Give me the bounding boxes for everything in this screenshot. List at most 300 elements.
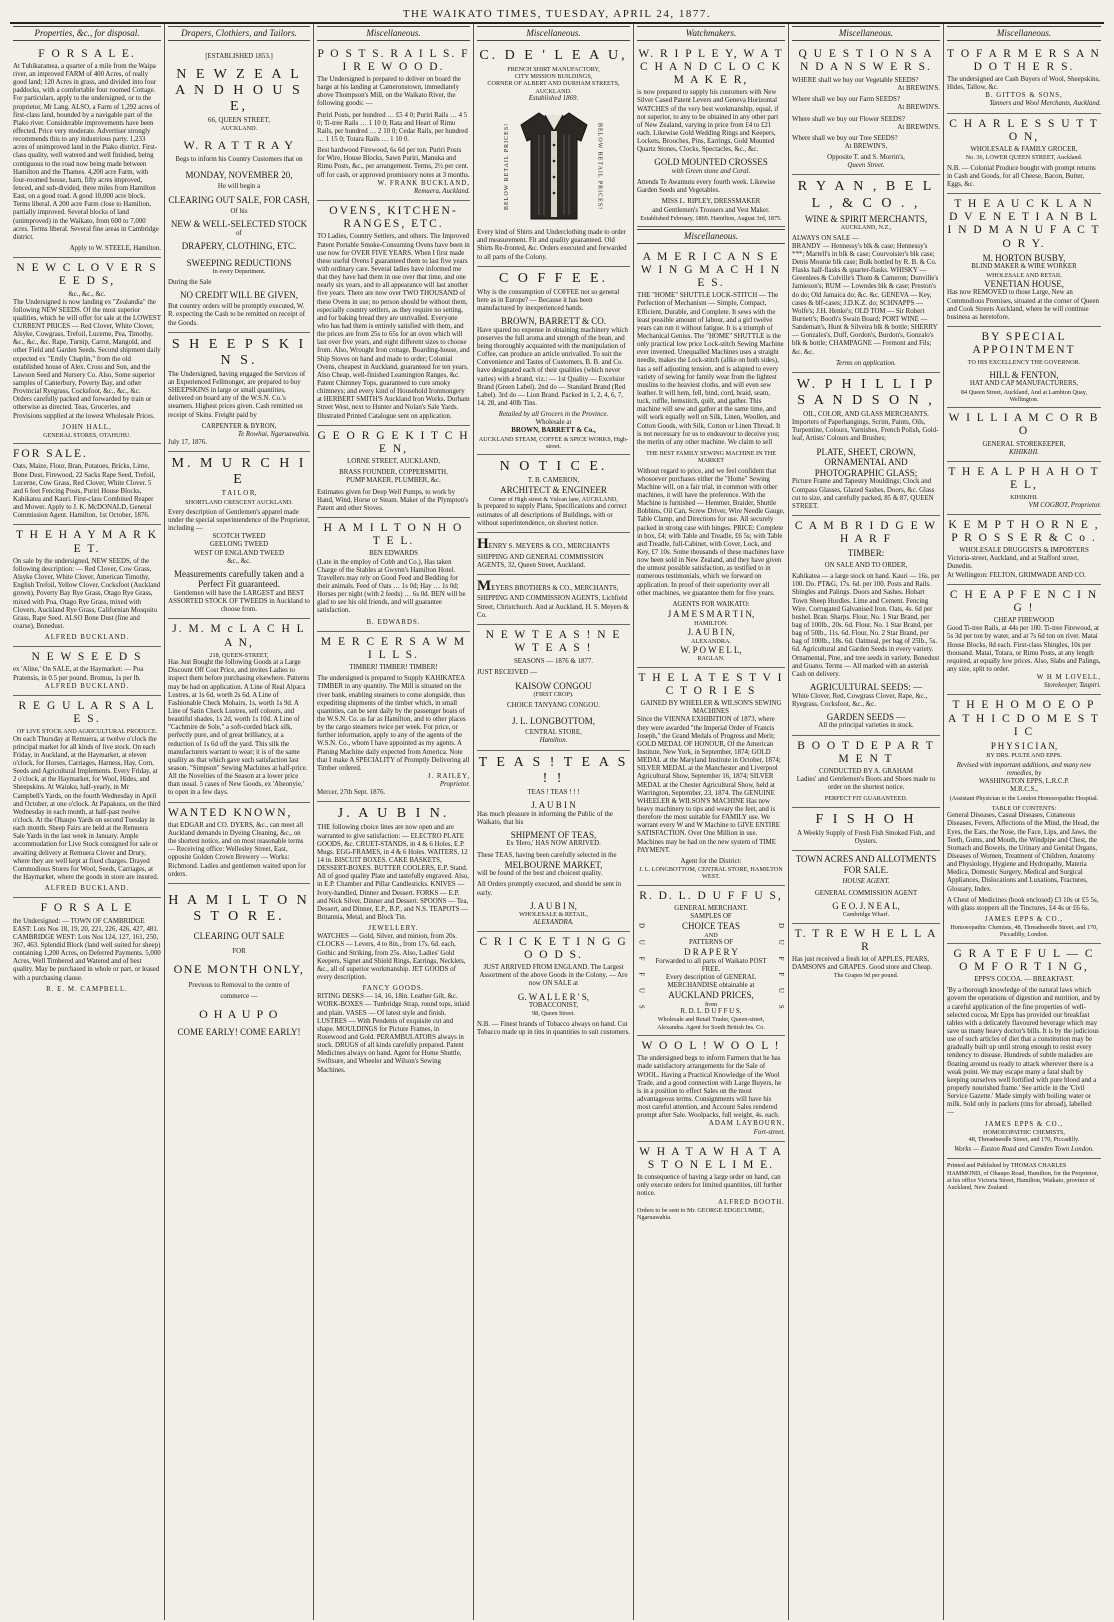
qa-answer: At BREWIN'S.	[897, 123, 940, 131]
ad-title: T O F A R M E R S A N D O T H E R S.	[947, 47, 1101, 73]
column-header: Watchmakers.	[637, 26, 785, 41]
column-3	[314, 24, 474, 1620]
ad-meyers-brothers	[477, 575, 630, 625]
ad-title: K E M P T H O R N E , P R O S S E R & C o .	[948, 518, 1100, 544]
ad-text: BRANDY — Hennessy's blk & case; Hennessy's ***; Martell's in blk & case; Courvoisier's blk case; Denis Mounie blk case; Bulk bottled by R. B. & Co. Flasks half-flasks & quarter-flasks. WHISKY — Greenlees & Colville's Thom & Cameron; Dunville's Jamieson's; RUM — Lowndes blk & case; Preston's do do; Old Jamaica do; &c. &c. GENEVA — Key, cases & blf-cases; J.D.K.Z. do; SCHNAPPS — Wolfe's; J.H. Henke's; OLD TOM — Sir Robert Burnett's; Booth's Swain Board; PORT WINE — Sandeman's, Hunt & Silveira blk & bottle; SHERRY — Gonzales's, Duff, Gordon's, Burdon's, Gonzalo's blk & bottle; CHAMPAGNE — Fremont and Fils; &c. &c.	[792, 242, 939, 356]
ad-line: THE BEST FAMILY SEWING MACHINE IN THE MARKET	[645, 449, 777, 465]
ad-line: (Assistant Physician to the London Homoeopathic Hospital.	[949, 794, 1099, 802]
ad-text: Has now REMOVED to those Large, New an Commodious Premises, situated at the corner of Queen and Cook Streets Auckland, where he will continue business as heretofore.	[947, 289, 1099, 321]
ad-line: VM COGBOT, Proprietor.	[1028, 501, 1101, 509]
ad-signature: ALFRED BUCKLAND.	[44, 682, 130, 690]
column-5	[634, 24, 789, 1620]
ad-text: The undersigned is prepared to Supply KAHIKATEA TIMBER in any quantity. The Mill is situated on the river bank, enabling steamers to come alongside, thus expediting shipments of the timber which, in small quantities, can be sent daily by the passenger boats of the W.S.N. Co. as far as Hamilton, and to other places by the cargo steamers twice per week. For price, or further information, apply to any of the agents of the W.S.N. Co., whom I have appointed as my agents. A Planing Machine daily expected from America. Note that I make A SPECIALITY of Promptly Delivering all Timber ordered.	[317, 675, 470, 772]
ad-title: BY SPECIAL APPOINTMENT	[972, 331, 1076, 357]
column-header: Miscellaneous.	[947, 26, 1101, 41]
qa-answer: At BREWIN'S,	[844, 143, 888, 151]
ad-line: D R A P E R Y	[684, 947, 738, 958]
ad-subtitle: T A I L O R,	[221, 490, 257, 498]
ad-line: COME EARLY! COME EARLY!	[177, 1027, 301, 1038]
ad-sheepskins	[168, 333, 310, 452]
ad-title: C R I C K E T I N G G O O D S.	[479, 935, 628, 961]
ad-line: BLIND MAKER & WIRE WORKER	[971, 263, 1077, 271]
ad-line: TOBACCONIST,	[528, 1002, 579, 1010]
ad-text: Has Just Bought the following Goods at a Large Discount Off Cost Price, and invites Ladies to inspect them before purchasing elsewhere. Patterns may be had on application. A Line of Real Alpaca Lustres, at 1s 6d, worth 2s 6d. A Line of Fashionable Check Mohairs, 1s, worth 1s 9d. A Line of Satin Check Lustres, self colours, and beautiful shades, 1s 2d, worth 1s 10d. A Line of "Cachmire de Sole," a soft-corded black silk, perfectly pure, and of great brilliancy, at a reduction of 1s 6d off the yard. This silk the manufacturers warrant to wear; it is of the same quality as that which gave such satisfaction last season. "Simpson" Sewing Machines at half-price. All the Novelties of the Season at a lower price than usual. 5 cases of New Goods, ex 'Abeonyie,' to open in a few days.	[168, 659, 310, 797]
ad-text: RITING DESKS — 14, 16, 18in. Leather Gilt, &c. WORK-BOXES — Tunbridge Strap, round tops, inlaid and plain. VASES — Of latest style and finish. LUSTRES — With Pendents of exquisite cut and shape. MOULDINGS for Picture Frames, in Rosewood and Gold. PERAMBULATORS always in stock. DRUGS of all kinds carefully prepared. Patent Medicines always on hand. Agent for Home Shuttle, Swiftsure, and Wheeler and Wilson's Sewing Machines.	[317, 993, 470, 1074]
section-header: Miscellaneous.	[637, 229, 785, 244]
ad-subtitle: CHEAP FIREWOOD	[993, 617, 1055, 625]
ad-agent: J A M E S M A R T I N,	[667, 608, 755, 619]
masthead: THE WAIKATO TIMES, TUESDAY, APRIL 24, 1877.	[10, 6, 1104, 24]
imprint-text: Printed and Published by THOMAS CHARLES HAMMOND, of Ohaupo Road, Hamilton, for the Proprietor, at his office Victoria Street, Hamilton, Waikato, province of Auckland, New Zealand.	[947, 1162, 1099, 1192]
ad-line: JUST RECEIVED —	[477, 669, 537, 677]
ad-george-kitchen	[317, 426, 470, 518]
ad-text: MEYERS BROTHERS & CO., MERCHANTS, SHIPPING AND COMMISSION AGENTS, Lichfield Street, Christchurch. And at Auckland, H. S. Meyers & Co.	[477, 577, 629, 619]
ad-text: The Undersigned is now landing ex "Zealandia" the following NEW SEEDS. Of the most superior qualities, which he will offer for sale at the LOWEST CURRENT PRICES — Red Clover, White Clover, Alsyke, Cowgrass, Trefoil, Lucerne, Pea, Timothy, &c., &c., &c. Rape, Turnip, Carrot, Mangold, and other Field and Garden Seeds. Second shipment daily expected ex "Emily Chaplin," from the old established house of Alex. Cross and Son, and the Lawson Seed and Nursery Co. Also, Some superior samples of Canterbury, Poverty Bay, and other Provincial Ryegrass, Cocksfoot, &c., &c., &c. Orders carefully packed and forwarded by train or otherwise as directed. Teas, Groceries, and Provisions supplied at the lowest Wholesale Prices.	[13, 298, 161, 420]
ad-henry-meyers	[477, 533, 630, 575]
side-caption-right: D U F F U S	[777, 922, 785, 1014]
column-header: Drapers, Clothiers, and Tailors.	[168, 26, 310, 41]
ad-proprietor: W. R A T T R A Y	[183, 138, 295, 153]
ad-subtitle: GAINED BY WHEELER & WILSON'S SEWING MACHINES	[640, 700, 782, 716]
ad-american-sewing-machines	[637, 247, 785, 668]
ad-line: AUCKLAND STEAM, COFFEE & SPICE WORKS, High-street.	[478, 435, 629, 450]
ad-duffus	[637, 886, 785, 1036]
ad-teas-aubin	[477, 751, 630, 932]
ad-text: The Undersigned is prepared to deliver on board the barge at his landing at Cameronstown, immediately above Thompson's Mill, on the Waikato River, the following goods: —	[317, 76, 461, 108]
ad-line: M.R.C.S.,	[1010, 786, 1038, 794]
ad-line: ON SALE AND TO ORDER,	[824, 562, 908, 569]
ad-homoeopathic-physician	[947, 695, 1101, 943]
ad-signature: R. E. M. CAMPBELL.	[46, 985, 128, 993]
ad-line: BY DRS. PULTE AND EPPS.	[986, 751, 1062, 759]
ad-name: T. B. CAMERON,	[527, 477, 580, 485]
ad-line: AND	[704, 931, 718, 939]
ad-line: KAISOW CONGOU	[515, 680, 592, 691]
ad-line: GARDEN SEEDS —	[826, 711, 906, 722]
ad-firm: HILL & FENTON,	[989, 369, 1059, 380]
ad-line: ALWAYS ON SALE —	[792, 234, 859, 242]
ad-subtitle: TIMBER:	[847, 548, 885, 559]
ad-agent-city: ALEXANDRA.	[690, 637, 732, 645]
qa-answer: At BREWIN'S.	[897, 85, 940, 93]
ad-text: Have spared no expense in obtaining machinery which preserves the full aroma and strength of the bean, and being thoroughly acquainted with the manipulation of Coffee, can produce an article unrivalled. To suit the Convenience and Tastes of Customers, B. B. and Co. have designated each of their qualities (which never varies) with a brand, viz.: — 1st Quality — Excelsior Brand (Green Label). 2nd do — Standard Brand (Red Label). 3rd do — Lion Brand. Packed in 1, 2, 4, 6, 7, 14, 28, and 40lb Tins.	[477, 326, 628, 408]
ad-title: N E W C L O V E R S E E D S,	[16, 262, 158, 288]
ad-title: H A M I L T O N H O T E L.	[323, 521, 464, 548]
ad-line: These TEAS, having been carefully selected in the	[477, 851, 617, 859]
ad-title: W. P H I L L I P S A N D S O N ,	[796, 376, 936, 408]
ad-signature: W H M LOVELL,	[1036, 674, 1101, 682]
ad-line: R. D. L. D U F F U S,	[680, 1008, 742, 1016]
ad-subtitle: OIL, COLOR, AND GLASS MERCHANTS.	[803, 411, 929, 418]
ad-text: Since the VIENNA EXHIBITION of 1873, where they were awarded "the Imperial Order of Francis Joseph," the Grand Medals of Progress and Merit; GOLD MEDAL OF HONOUR, Of the American Institute, New York, in September, 1874; GOLD MEDAL at the Maryland Institute in October, 1874; SILVER MEDAL at the Manchester and Liverpool Agricultural Show, September 16, 1874; SILVER MEDAL at the Chester Agricultural Show, held at Warrington, September, 23, 1874. The GENUINE WHEELER & WILSON'S MACHINE Has new heavy machinery to tips and weary the feet, and is therefore the most suitable for FAMILY use. We warrant every W and W Machine to GIVE ENTIRE SATISFACTION. Over One Million in use. Machines may be had on the new system of TIME PAYMENT.	[637, 716, 781, 854]
ad-line: PUMP MAKER, PLUMBER, &c.	[346, 477, 441, 485]
ad-line: GOLD MOUNTED CROSSES	[654, 157, 768, 168]
ad-text: Without regard to price, and we feel confident that whosoever purchases either the "Home" Sewing Machine will, on a fair trial, in common with other machines, it will have the preference. With the Machine is furnished — Hemmer, Braider, Shuttle Bobbins, Oil Can, Screw Driver, Wire Needle Gauge, Table Clamp, and Directions for use. All securely packed in strong case with hinges. PRICE: Complete in box, £4; with Table and Treadle, £6 5s; with Table and Treadle, full-Cabinet, with Cover, Lock, and Key, £7 10s. Some thousands of these machines have now been sold in New Zealand, and they have given the utmost possible satisfaction, as testified to in numerous testimonials, which we forward on application. In proof of their superiority over all other machines, we guarantee them for five years.	[637, 467, 785, 597]
ad-title: R Y A N , B E L L , & C O . ,	[797, 179, 935, 211]
ad-item: SCOTCH TWEED	[212, 533, 266, 541]
ad-title: J. A U B I N.	[337, 806, 450, 822]
ad-cambridge-wharf	[792, 516, 940, 736]
ad-line: Forwarded to all parts of Waikato POST FREE.	[655, 957, 767, 973]
imprint	[947, 1159, 1101, 1195]
ad-subtitle: OF LIVE STOCK AND AGRICULTURAL PRODUCE.	[16, 728, 158, 736]
ad-de-leau-shirts	[477, 44, 630, 267]
ad-text: Is prepared to supply Plans, Specifications and correct estimates of all descriptions of Buildings, with or without superintendence, on shortest notice.	[477, 503, 627, 527]
ad-signature-line: Proprietor.	[439, 781, 470, 789]
ad-address: Homoeopathic Chemists, 48, Threadneedle Street, and 170, Piccadilly, London.	[950, 924, 1098, 939]
ad-line: PLATE, SHEET, CROWN, ORNAMENTAL AND PHOTOGRAPHIC GLASS;	[814, 446, 918, 478]
ad-established: Established 1869.	[528, 94, 579, 102]
duffus-main	[647, 905, 775, 1031]
side-caption-left: D U F F U S	[637, 922, 646, 1014]
ad-cheap-fencing	[947, 585, 1101, 696]
ad-signature-line: Te Rowhai, Ngaruawahia.	[237, 430, 310, 438]
ad-text: In consequence of having a large order on hand, can only execute orders for limited quantities, till further notice.	[637, 1174, 783, 1198]
ad-line: (FIRST CROP).	[533, 691, 574, 699]
ad-title: TOWN ACRES AND ALLOTMENTS FOR SALE.	[795, 854, 937, 875]
column-6	[789, 24, 944, 1620]
ad-text: Kahikatea — a large stock on hand. Kauri — 16s. per 100. Do. PT&G, 17s. 6d. per 100. Posts and Rails. Shingles and Palings. Doors and Sashes. Hobart Town Sheep Hurdles. Lime and Cement. Fencing Wire. Corrugated Galvanised Iron. Oats, 4s. 6d per bushel. Bran. Sharps. Flour, No. 1 Star Brand, per bag of 100lb., 20s. 6d. Flour, No. 1 Star Brand, per bag of 50lb., 11s. 6d. Flour, No. 2 Star Brand, per bag of 100lb., 18s. 6d. Oatmeal, per bag of 25lb., 5s. 6d. Agricultural and Garden Seeds in every variety. Ornamental, Pine, and tree seeds in variety. Bonedust and Guano. Terms — All marked with an asterisk Cash on delivery.	[792, 573, 940, 678]
ad-established: [ESTABLISHED 1853.]	[205, 52, 273, 60]
ad-questions-answers	[792, 44, 940, 176]
ad-text: The Undersigned, having engaged the Services of an Experienced Fellmonger, are prepared to buy SHEEPSKINS in large or small quantities, delivered on board any of the W.S.N. Co.'s steamers. Highest prices given. Cash remitted on receipt of Skins. Freight paid by	[168, 370, 306, 419]
ad-title: W O O L ! W O O L !	[641, 1040, 781, 1053]
ad-text: Good Ti-tree Rails, at 44s per 100. Ti-tree Firewood, at 5s 3d per ton by water, and at 7s 6d ton on river. Matai House Blocks, 8d each. First-class Shingles, 10s per thousand. Matai, Totara, or Rimu Posts, at any length required, at equally low prices. Also, Slabs and Palings, any size, split to order.	[947, 625, 1101, 674]
ad-line: DRAPERY, CLOTHING, ETC.	[181, 241, 297, 252]
column-header: Miscellaneous.	[792, 26, 940, 41]
column-header: Miscellaneous.	[477, 26, 630, 41]
ad-subtitle: TEAS ! TEAS ! ! !	[527, 788, 580, 796]
ad-line: All Orders promptly executed, and should be sent in early.	[477, 881, 622, 897]
ad-firm: JAMES EPPS & CO.,	[984, 915, 1064, 923]
ad-line: FOR	[232, 947, 246, 955]
ad-line: Terms on application.	[835, 359, 897, 367]
ad-title: C H A R L E S S U T T O N,	[949, 117, 1099, 143]
ad-signature: ALFRED BOOTH.	[718, 1198, 785, 1206]
ad-text: Orders to be sent to Mr. GEORGE EDGECUMBE, Ngaruawahia.	[637, 1206, 765, 1221]
ad-line: AUCKLAND PRICES,	[668, 990, 754, 1001]
ad-line: Established February, 1869. Hamilton, August 3rd, 1875.	[640, 214, 782, 222]
ad-murchie-tailor	[168, 452, 310, 619]
ad-title: R E G U L A R S A L E S.	[18, 699, 156, 726]
ad-title: FOR SALE.	[13, 448, 88, 461]
ad-subtitle: WINE & SPIRIT MERCHANTS,	[804, 213, 928, 224]
ad-address: 84 Queen Street, Auckland, And at Lambton Quay, Wellington.	[960, 388, 1088, 403]
ad-subtitle: TO HIS EXCELLENCY THE GOVERNOR.	[967, 359, 1081, 367]
ad-signature-line: Remuera, Auckland.	[414, 187, 470, 195]
ad-hill-fenton	[947, 327, 1101, 408]
ad-text: Has much pleasure in informing the Public of the Waikato, that his	[477, 810, 613, 826]
ad-city: AUCKLAND, N.Z.,	[840, 224, 892, 232]
ad-text: Gentlemen will have the LARGEST and BEST ASSORTED STOCK OF TWEEDS in Auckland to choose from.	[168, 590, 310, 614]
ad-firm: BROWN, BARRETT & CO.	[500, 316, 607, 327]
ad-name: J. A U B I N,	[530, 900, 577, 911]
ad-address: No. 36, LOWER QUEEN STREET, Auckland.	[965, 154, 1083, 162]
ad-title: T H E A L P H A H O T E L,	[948, 465, 1100, 492]
ad-line: PERFECT FIT GUARANTEED.	[824, 795, 908, 803]
ad-line: CITY MISSION BUILDINGS,	[514, 73, 593, 81]
ad-section: JEWELLERY.	[368, 925, 419, 933]
ad-text: The undersigned begs to inform Farmers that he has made satisfactory arrangements for the Sale of WOOL. Having a Practical Knowledge of the Wool Trade, and a good connection with Large Buyers, he is in a position to effect Sales on the most advantageous terms. Consignments will have his most careful attention, and Account Sales rendered prompt after Sale. Woolpacks, full weight, 4s. each.	[637, 1055, 782, 1120]
ad-charles-sutton	[947, 114, 1101, 194]
ad-line: of	[236, 229, 242, 237]
ad-epps-cocoa	[947, 944, 1101, 1160]
shirt-illustration	[515, 107, 593, 225]
ad-line: ONE MONTH ONLY,	[173, 961, 305, 976]
ad-notice-cameron	[477, 455, 630, 533]
ad-address: 98, Queen Street.	[532, 1010, 575, 1018]
ad-line: MELBOURNE MARKET,	[504, 859, 603, 870]
ad-text: THE "HOME" SHUTTLE LOCK-STITCH — The Perfection of Mechanism — Simple, Compact, Efficient, Durable, and Complete. It sews with the least possible amount of labour, and a girl twelve years can run it without fatigue. It is a triumph of Mechanical Genius. The "HOME" SHUTTLE is the only practical low price Lock-stitch Sewing Machine ever invented. Unequalled Machines uses a straight needle, makes the Lock-stitch (alike on both sides), has a self adjusting tension, and is adapted to every variety of sewing for family wear from the lightest muslins to the heaviest cloths, and will even sew leather. It will hem, fell, bind, cord, braid, seam, tuck, ruffle, hemstitch, quilt, and gather. This machine will sew and gather at the same time, and will work equally well on Silk, Linen, Woollen, and Cotton Goods, with Silk, Cotton or Linen Thread. It is not necessary for us to endeavour to deceive you; the merits of any other machine. We claim to sell	[637, 292, 784, 446]
ad-line: He will begin a	[217, 183, 261, 191]
ad-title: T H E L A T E S T V I C T O R I E S	[638, 671, 784, 697]
ad-line: WHOLESALE & RETAIL,	[519, 911, 588, 919]
ad-posts-rails-firewood	[317, 44, 470, 201]
ad-line: NO CREDIT WILL BE GIVEN,	[179, 289, 299, 300]
ad-subtitle: WHOLESALE & FAMILY GROCER,	[970, 146, 1078, 154]
column-1	[10, 24, 165, 1620]
ad-city: KIHIKIHI.	[1008, 448, 1040, 456]
ad-signature: JOHN HALL,	[62, 423, 112, 431]
ad-text: The undersigned are Cash Buyers of Wool, Sheepskins, Hides, Tallow, &c.	[947, 76, 1100, 92]
ad-title: F I S H O H	[815, 811, 917, 827]
ad-text: that EDGAR and CO. DYERS, &c., can meet all Auckland demands in Dyeing Cleaning, &c., on the shortest notice, and on most reasonable terms — Receiving office: Wellesley Street, East, opposite Golden Crown Brewery — Works: Richmond. Ladies and gentlemen waited upon for orders.	[168, 821, 306, 878]
ad-price-list: Puriri Posts, per hundred … £5 4 0; Puriri Rails … 4 5 0; Ti-tree Rails … 1 10 0; Rata and Heart of Rimu Rails, per hundred … 2 10 0; Cedar Rails, per hundred … 1 15 0; Totara Rails … 1 10 0.	[317, 111, 468, 144]
ad-line: In every Department.	[212, 268, 266, 276]
ad-line: MISS L. RIPLEY, DRESSMAKER	[661, 198, 761, 206]
ad-item: WEST OF ENGLAND TWEED	[194, 549, 284, 557]
ad-text: the Undersigned: — TOWN OF CAMBRIDGE EAST: Lots Nos 18, 19, 20, 221, 226, 426, 427, 481. CAMBRIDGE WEST: Lots Nos 124, 127, 161, 250, 367, 463. Splendid Block (land well suited for sheep) containing 1,200 Acres, on Deferred Payments. 5,000 Acres, Well Timbered and Watered and of best quality. May be purchased in whole or part, or leased with a purchasing clause.	[13, 917, 161, 982]
ad-line: with Green stone and Coral.	[671, 168, 751, 175]
column-2	[165, 24, 314, 1620]
ad-ovens-kitchen-ranges	[317, 201, 470, 426]
ad-william-corbo	[947, 408, 1101, 462]
ad-text: Ladies' and Gentlemen's Boots and Shoes made to order on the shortest notice.	[796, 776, 936, 792]
ad-title: B O O T D E P A R T M E N T	[797, 739, 935, 765]
ad-kempthorne-prosser	[947, 515, 1101, 585]
ad-line: Works — Euston Road and Camden Town London.	[954, 1146, 1094, 1154]
ad-line: CORNER OF ALBERT AND DURHAM STREETS,	[487, 80, 620, 88]
ad-signature: B. EDWARDS.	[366, 618, 421, 626]
ad-line: WASHINGTON EPPS, L.R.C.P.	[978, 778, 1070, 786]
ad-clover-seeds	[13, 258, 161, 444]
ad-text: A Weekly Supply of Fresh Fish Smoked Fish, and Oysters.	[797, 829, 935, 846]
ad-address: LORNE STREET, AUCKLAND,	[347, 458, 440, 466]
ad-city: AUCKLAND.	[535, 87, 572, 95]
ad-haymarket	[13, 525, 161, 647]
ad-title: M. M U R C H I E	[171, 456, 307, 488]
ad-city: Cambridge Wharf.	[842, 911, 890, 919]
ad-agent: J. A U B I N,	[687, 626, 735, 637]
ad-new-seeds	[13, 647, 161, 696]
ad-line: CLEARING OUT SALE	[193, 930, 285, 941]
ad-text: Estimates given for Deep Well Pumps, to work by Hand, Wind, Horse or Steam. Maker of the Plympton's Patent and other Stoves.	[317, 488, 469, 512]
ad-text: WATCHES — Gold, Silver, and minion, from 20s. CLOCKS — Levers, 4 to 8in., from 17s. 6d. each, Gothic and Striking, from 25s. Also, Ladies' Gold Keepers, Signet and Shield Rings, Earrings, Necklets, &c., all of superior workmanship. JET GOODS of every description.	[317, 933, 466, 981]
ad-line: GENERAL COMMISSION AGENT	[814, 889, 918, 897]
ad-text: ex 'Aline,' On SALE, at the Haymarket: — Poa Pratensis, in 0.5 per pound. Bromus, 1s per lb.	[13, 666, 144, 682]
ad-whata-whata-lime	[637, 1142, 785, 1226]
ad-address: 48, Threadneedle Street, and 170, Piccadilly.	[968, 1135, 1080, 1143]
ad-hamilton-store	[168, 884, 310, 1042]
ad-ripley-watchmaker	[637, 44, 785, 227]
ad-line: Queen Street.	[847, 162, 885, 170]
ad-title: T E A S ! T E A S ! !	[478, 754, 629, 786]
ad-title: G R A T E F U L — C O M F O R T I N G,	[953, 947, 1095, 973]
ad-oats-for-sale	[13, 444, 161, 525]
ad-hamilton-hotel	[317, 518, 470, 632]
ad-line: WHOLESALE AND RETAIL	[986, 271, 1062, 279]
ad-signature-line: Tanners and Wool Merchants, Auckland.	[989, 100, 1101, 108]
ad-title: W H A T A W H A T A S T O N E L I M E.	[639, 1145, 783, 1171]
ad-text: On each Thursday at Remuera, at twelve o'clock the principal market for all kinds of live stock. On each Friday, in Auckland, at the Haymarket, at eleven o'clock, for Horses, Carriages, Harness, Hay, Corn, Seeds and Agricultural Implements. Every Friday, at 2 o'clock, at the Haymarket, for Wool, Hides, and Sheepskins. At Waiuku, half-yearly, in Mr Campbell's Yards, on the fourth Wednesday in April and October, at one o'clock. At Papakura, on the third Wednesday in each month, at half-past twelve o'clock. At the Ohaupo Yards on second Tuesday in each month. Sheep Fairs are held at the Remuera Sale Yards in the last week in January. Ample accommodation for Live Stock consigned for sale or awaiting delivery at Remuera Clover and Drury, where they are well kept at fixed charges. Drayed Commodious Stores for Wool, Seeds, Carriages, at the Haymarket, where the goods in store are insured.	[13, 735, 161, 882]
column-7	[944, 24, 1104, 1620]
ad-text: Every kind of Shirts and Underclothing made to order and measurement. Fit and quality guaranteed. Old Shirts Re-fronted, &c. Orders executed and forwarded to all parts of the Colony.	[477, 229, 627, 261]
ad-name: J. L. LONGBOTTOM,	[511, 715, 596, 726]
ad-text: A Chest of Medicines (book enclosed) £3 10s or £5 5s, with glass stoppers all the Tinctures, £4 4s or £6 6s.	[947, 896, 1099, 912]
ad-line: Opposite T. and S. Morrin's,	[827, 154, 905, 162]
ad-city: ALEXANDRA.	[533, 918, 574, 926]
ad-signature: ALFRED BUCKLAND.	[44, 634, 130, 642]
ad-address: 66, QUEEN STREET,	[208, 117, 270, 125]
ad-agent-city: RAGLAN.	[697, 655, 725, 663]
ad-line: CLEARING OUT SALE, FOR CASH,	[168, 194, 310, 205]
ad-line: Measurements carefully taken and a Perfect Fit guaranteed.	[174, 568, 304, 590]
ad-wool	[637, 1036, 785, 1142]
ad-line: The Grapes 9d per pound.	[833, 972, 899, 980]
ad-subtitle: &c., &c., &c.	[68, 290, 106, 298]
ad-line: Ex 'Hero,' HAS NOW ARRIVED.	[506, 840, 601, 848]
ad-line: Previous to Removal to the centre of	[188, 981, 290, 989]
ad-text: Oats, Maize, Flour, Bran, Potatoes, Bricks, Lime, Bone Dust, Firewood, 22 Sacks Rape Seed, Trefoil, Lucerne, Cow Grass, Red Clover, White Clover. 5 and 6 feet Fencing Posts, Puriri House Blocks, Kahikatea and Kauri. First-class Combined Reaper and Mower. Apply to J. K. McDONALD, General Commission Agent. Hamilton, 1st October, 1876.	[13, 463, 156, 520]
ad-text: 'By a thorough knowledge of the natural laws which govern the operations of digestion and nutrition, and by a careful application of the fine properties of well-selected cocoa, Mr Epps has provided our breakfast tables with a delicately flavoured beverage which may save us many heavy doctor's bills. It is by the judicious use of such articles of diet that a constitution may be gradually built up until strong enough to resist every tendency to disease. Hundreds of subtle maladies are floating around us ready to attack wherever there is a weak point. We may escape many a fatal shaft by keeping ourselves well fortified with pure blood and a properly nourished frame.' See article in the 'Civil Service Gazette.' Made simply with boiling water or milk. Sold only in packets (tins for abroad), labelled: —	[947, 987, 1101, 1117]
ad-signature: J. RAILEY,	[427, 772, 470, 780]
ad-j-aubin-goods	[317, 802, 470, 1078]
ad-line: During the Sale	[168, 278, 212, 286]
ad-title: W. R I P L E Y, W A T C H A N D C L O C K M A K E R,	[638, 47, 784, 87]
ad-title: C H E A P F E N C I N G !	[949, 588, 1099, 614]
ad-firm: BROWN, BARRETT & Co.,	[511, 427, 596, 435]
ad-line: Begs to inform his Country Customers that on	[175, 155, 303, 163]
ad-title: N E W T E A S ! N E W T E A S !	[485, 628, 622, 655]
ad-line: All the principal varieties in stock.	[818, 722, 914, 730]
ad-line: SEASONS — 1876 & 1877.	[513, 658, 594, 666]
ad-line: AGENTS FOR WAIKATO:	[672, 600, 750, 608]
ad-line: HAT AND CAP MANUFACTURERS,	[969, 380, 1079, 388]
ad-new-teas	[477, 625, 630, 751]
ad-title: T H E A U C K L A N D V E N E T I A N B L I N D M A N U F A C T O R Y.	[947, 197, 1101, 250]
ad-coffee	[477, 267, 630, 456]
ad-name: J. A U B I N	[531, 799, 576, 810]
ad-line: J. L. LONGBOTTOM, CENTRAL STORE, HAMILTON WEST.	[639, 865, 783, 881]
ad-farm-for-sale	[13, 44, 161, 258]
ad-title: A M E R I C A N S E W I N G M A C H I N E S.	[640, 250, 782, 290]
ad-line: VENETIAN HOUSE,	[984, 278, 1064, 289]
ad-text: At Wellington: FELTON, GRIMWADE AND CO.	[947, 571, 1086, 579]
ad-cambridge-lots	[13, 898, 161, 997]
ad-line: Wholesale and Retail Trader, Queen-street, Alexandra. Agent for South British Ins. Co.	[657, 1016, 765, 1031]
ad-line: CENTRAL STORE,	[525, 729, 582, 737]
ad-agent-city: HAMILTON.	[694, 619, 728, 627]
ad-subtitle: P H Y S I C I A N,	[990, 741, 1058, 752]
ad-title: W I L L I A M C O R B O	[948, 412, 1100, 438]
ad-wheeler-wilson	[637, 668, 785, 886]
ad-line: will be found of the best and choicest quality.	[477, 870, 603, 878]
ad-signature: B. GITTOS & SONS,	[985, 92, 1063, 100]
ad-title: R. D. L. D U F F U S,	[639, 889, 783, 902]
duffus-layout	[637, 905, 785, 1031]
ad-text: THE following choice lines are now open and are warranted to give satisfaction: — ELECTRO PLATE GOODS, &c. CRUET-STANDS, in 4 & 6 Holes, E.P. Mugs. EGG-FRAMES, in 4 & 6 Holes. WAITERS, 12 14 in. BISCUIT BOXES. CAKE BASKETS, DESSERT-BOXES. BUTTER COOLERS, E.P. Stand. All of good quality Plate and tastefully engraved. Also, in E.P. Chamber and Pillar Candlesticks. KNIVES — Ivory-handled, Dinner and Dessert. FORKS — E.P. and Nick Silver, Dinner and Dessert. SPOONS — Tea, Dessert, and Dinner, E.P., B.P., and N.S. TEAPOTS — Britannia, Metal, and Block Tin.	[317, 824, 469, 921]
ad-text: HENRY S. MEYERS & CO., MERCHANTS SHIPPING AND GENERAL COMMISSION AGENTS, 32, Queen Street, Auckland.	[477, 535, 610, 569]
ad-line: CHOICE TEAS	[681, 921, 741, 932]
ad-line: SAMPLES OF	[690, 912, 732, 920]
ad-name: BEN EDWARDS	[369, 550, 418, 558]
ad-title: F O R S A L E.	[38, 47, 136, 60]
ad-line: HOMOEOPATHIC CHEMISTS,	[983, 1128, 1065, 1136]
ad-date: Mercer, 27th Sept. 1876.	[317, 789, 386, 797]
ad-signature: ADAM LAYBOURN,	[708, 1120, 785, 1128]
ad-subtitle: WHOLESALE DRUGGISTS & IMPORTERS	[959, 547, 1089, 555]
ad-date: MONDAY, NOVEMBER 20,	[185, 169, 293, 180]
ad-title: N O T I C E.	[499, 459, 608, 475]
ad-signature: CARPENTER & BYRON,	[201, 422, 277, 430]
ad-text: On sale by the undersigned, NEW SEEDS, of the following description: — Red Clover, Cow Grass, Alsyke Clover, White Clover, American Timothy, English Trefoil, Yellow Clover, Cocksfoot (Auckland grown), Poverty Bay Rye Grass, Otago Rye Grass, mixed with Poa, Otago Rye Grass, mixed with Clovers, Auckland Rye Grass, Californian Mosquito Grass, Rape Seed. ALSO Bone Dust (fine and coarse), Bonedust.	[13, 557, 161, 630]
ad-ryan-bell	[792, 175, 940, 372]
side-caption-left: BELOW RETAIL PRICES!	[504, 122, 511, 210]
ad-title: J. M. M c L A C H L A N,	[172, 623, 306, 649]
column-4	[474, 24, 634, 1620]
ad-wanted-known	[168, 803, 310, 884]
ad-name: M. HORTON BUSBY,	[982, 252, 1066, 263]
ad-boot-department	[792, 736, 940, 808]
ad-alpha-hotel	[947, 462, 1101, 515]
ad-line: Agent for the District:	[680, 857, 742, 865]
ad-line: Revised with important additions, and many new remedies, by	[956, 762, 1092, 778]
ad-text: Importers of Paperhangings, Scrim, Paints, Oils, Turpentine, Colours, Varnishes, French Polish, Gold-leaf, Artists' Colours and Brushes;	[792, 419, 939, 443]
ad-text: White Clover, Red, Cowgrass Clover, Rape, &c., Ryegrass, Cocksfoot, &c., &c.	[792, 692, 928, 708]
ad-title: C O F F E E.	[498, 270, 609, 286]
ad-text: N.B. — Finest brands of Tobacco always on hand. Cut Tobacco made up in tins in quantities to suit customers.	[477, 1020, 630, 1036]
ad-title: T H E H O M O E O P A T H I C D O M E S T I C	[948, 699, 1100, 738]
ad-fish	[792, 808, 940, 851]
ad-text: But country orders will be promptly executed, W. R. expecting the Cash to be remitted on receipt of the Goods.	[168, 303, 306, 327]
ad-agent: W. P O W E L L,	[680, 644, 742, 655]
qa-question: Where shall we buy our Flower SEEDS?	[792, 115, 905, 123]
ad-title: T H E H A Y M A R K E T.	[15, 529, 159, 555]
ad-line: TABLE OF CONTENTS:	[991, 804, 1057, 812]
ad-title: C. D E ' L E A U,	[479, 47, 628, 63]
ad-title: G E O R G E K I T C H E N,	[317, 429, 470, 455]
ad-line: O H A U P O	[199, 1007, 279, 1022]
ad-town-acres	[792, 851, 940, 923]
ad-text: Why is the consumption of COFFEE not so general here as in Europe? — Because it has been manufactured by inexperienced hands.	[477, 288, 620, 313]
ad-signature-line: GENERAL STORES, OTAHUHU.	[43, 431, 131, 439]
ad-title: OVENS, KITCHEN-RANGES, ETC.	[329, 205, 458, 231]
ad-subtitle: TIMBER! TIMBER! TIMBER!	[349, 664, 438, 672]
ad-line: CHOICE TANYANG CONGOU.	[507, 701, 600, 709]
ad-trewhellar	[792, 924, 940, 984]
ad-line: SHIPMENT OF TEAS,	[510, 829, 597, 840]
ad-signature-line: Storekeeper, Taupiri.	[1043, 682, 1101, 690]
column-header: Properties, &c., for disposal.	[13, 26, 161, 41]
ad-line: FRENCH SHIRT MANUFACTORY,	[507, 65, 600, 73]
ad-text: At Tuhikaramea, a quarter of a mile from the Waipa river, an improved FARM of 400 Acres, of really good land; 120 Acres in grass, and divided into four paddocks, with a comfortable four roomed Cottage. For particulars, apply to the undersigned, or to the proprietor, Mr Lang. ALSO, a Farm of 1,292 acres of first-class land, bounded by a navigable part of the Piako river. Considerable improvements have been effected. Price very moderate. Advertiser strongly recommends this to any industrious party. 1,233 acres of unimproved land in the Piako district. First-class quality, well watered and well finished, being contiguous to the road now being made between Hamilton and the Thames. 4,200 acre Farm, with four-roomed house, barn, fifty acres improved, fenced, and sub-divided, three miles from Hamilton East, on a good road. A good 10,000 acre block. Terms liberal. A 200 acre Farm close to Hamilton, partially improved. Several blocks of land (unimproved) in the Waikato, from 600 to 7,000 acres. Terms liberal. Several fine areas in Cambridge district.	[13, 62, 160, 241]
qa-question: Where shall we buy our Tree SEEDS?	[792, 134, 898, 142]
ad-text: Every description of Gentlemen's apparel made under the special superintendence of the Proprietor, including —	[168, 508, 310, 533]
ad-signature: Apply to W. STEELE, Hamilton.	[69, 244, 161, 252]
ad-line: Retailed by all Grocers in the Province.	[498, 411, 609, 419]
ad-subtitle: CONDUCTED BY A. GRAHAM	[819, 768, 913, 776]
ad-title: H A M I L T O N S T O R E.	[168, 892, 310, 924]
